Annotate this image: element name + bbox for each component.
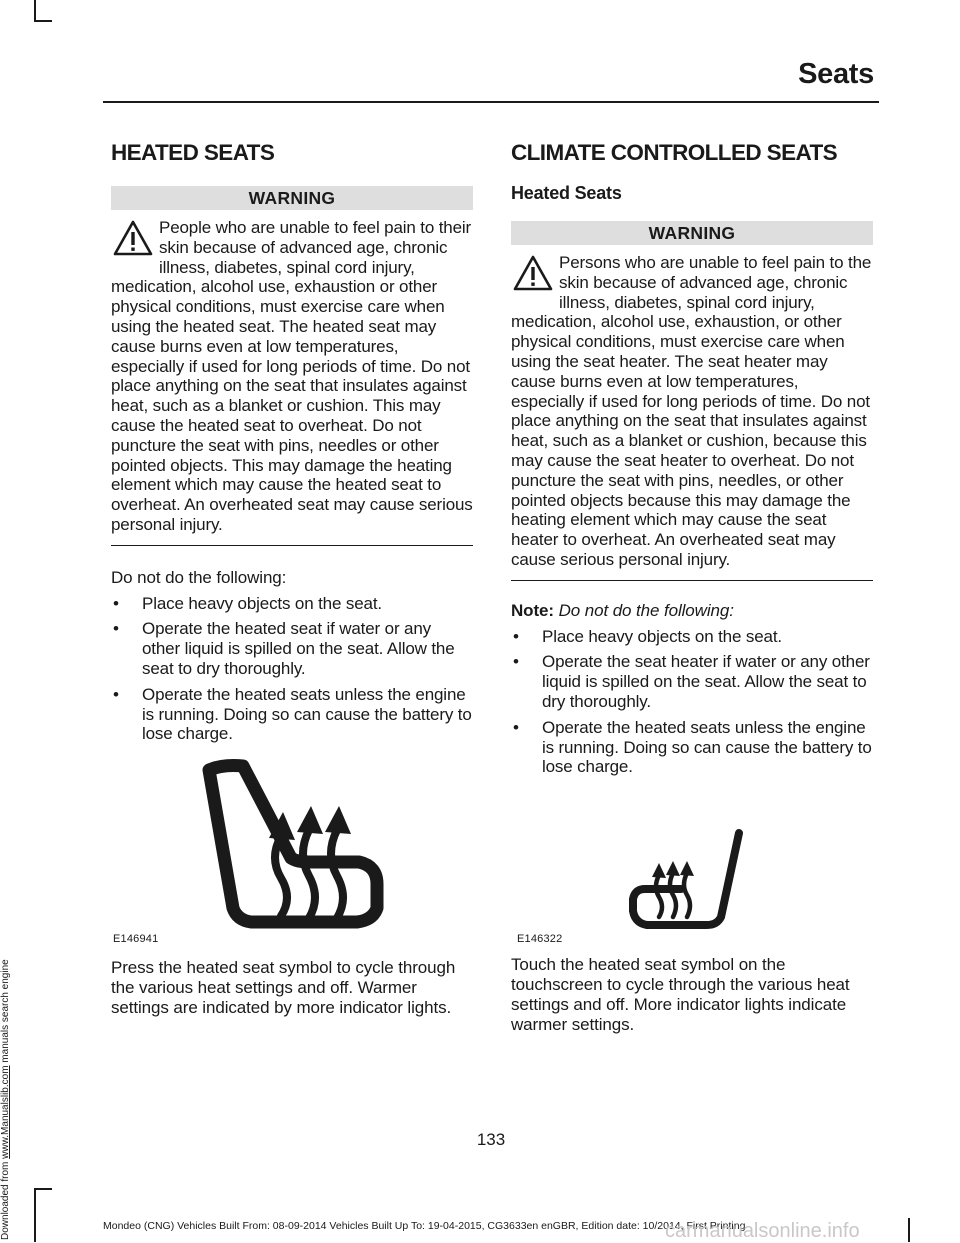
list-item: • Operate the heated seats unless the engine is running. Doing so can cause the battery to lose charge. [113, 684, 472, 744]
page-number: 133 [476, 1130, 506, 1149]
list-item: • Operate the heated seats unless the engine is running. Doing so can cause the battery to lose charge. [513, 717, 872, 777]
list-item: • Place heavy objects on the seat. [513, 626, 782, 646]
warning-triangle-icon [111, 218, 157, 274]
list-item: • Operate the heated seat if water or any other liquid is spilled on the seat. Allow the seat to dry thoroughly. [113, 619, 455, 678]
page-header-title: Seats [798, 58, 874, 90]
crop-mark-top-left-h [34, 20, 52, 22]
warning-triangle-icon [511, 253, 557, 309]
list-item: • Operate the seat heater if water or any other liquid is spilled on the seat. Allow the seat to dry thoroughly. [513, 652, 870, 711]
intro-text: Do not do the following: [111, 567, 287, 587]
closing-text: Touch the heated seat symbol on the touchscreen to cycle through the various heat settings and off. More indicator lights indicate warmer settings. [511, 955, 850, 1034]
subheading-heated-seats: Heated Seats [511, 183, 622, 203]
figure-code: E146322 [517, 933, 563, 946]
bullet-list [511, 627, 873, 778]
heated-seat-figure [111, 758, 473, 950]
warning-box [511, 245, 873, 581]
section-heading-heated-seats: HEATED SEATS [111, 140, 275, 165]
download-notice: Downloaded from www.Manualslib.com manuals search engine [0, 959, 11, 1240]
bullet-list [111, 594, 473, 745]
note-label: Note: [511, 600, 554, 620]
figure-code: E146941 [113, 933, 159, 946]
list-item: • Place heavy objects on the seat. [113, 593, 382, 613]
crop-mark-top-left-v [34, 0, 36, 20]
footer [0, 1216, 960, 1242]
warning-label: WARNING [111, 186, 473, 210]
note-line [511, 601, 873, 621]
crop-mark-bottom-left-h [34, 1188, 52, 1190]
warning-text: Persons who are unable to feel pain to the skin because of advanced age, chronic illness, diabetes, spinal cord injury, medication, alcohol use, exhaustion, or other physical conditions, must exercise care when using the seat heater. The seat heater may cause burns even at low temperatures, especially if used for long periods of time. Do not place anything on the seat that insulates against heat, such as a blanket or cushion, because this may cause the seat heater to overheat. Do not puncture the seat with pins, needles, or other pointed objects because this may damage the heating element which may cause the seat heater to overheat. An overheated seat may cause serious personal injury. [511, 253, 872, 569]
heated-seat-symbol-icon [511, 791, 873, 985]
section-heading-climate-controlled-seats: CLIMATE CONTROLLED SEATS [511, 140, 838, 165]
closing-text: Press the heated seat symbol to cycle through the various heat settings and off. Warmer settings are indicated by more indicator lights. [111, 958, 456, 1017]
note-text: Do not do the following: [558, 600, 734, 620]
warning-label: WARNING [511, 221, 873, 245]
heated-seat-figure [511, 791, 873, 985]
right-column [511, 138, 873, 1034]
footer-watermark: carmanualsonline.info [665, 1220, 860, 1242]
footer-edition-text: Mondeo (CNG) Vehicles Built From: 08-09-2014 Vehicles Built Up To: 19-04-2015, CG3633en enGBR, Edition date: 10/2014, First Printing [103, 1220, 746, 1232]
warning-box [111, 210, 473, 546]
warning-text: People who are unable to feel pain to their skin because of advanced age, chronic illness, diabetes, spinal cord injury, medication, alcohol use, exhaustion or other physical conditions, must exercise care when using the heated seat. The heated seat may cause burns even at low temperatures, especially if used for long periods of time. Do not place anything on the seat that insulates against heat, such as a blanket or cushion. This may cause the heated seat to overheat. Do not puncture the seat with pins, needles or other pointed objects. This may damage the heating element which may cause the heated seat to overheat. An overheated seat may cause serious personal injury. [111, 218, 473, 534]
left-column [111, 138, 473, 1018]
header-rule [103, 101, 879, 103]
download-link[interactable]: www.Manualslib.com [0, 1065, 11, 1159]
heated-seat-symbol-icon [111, 758, 473, 950]
